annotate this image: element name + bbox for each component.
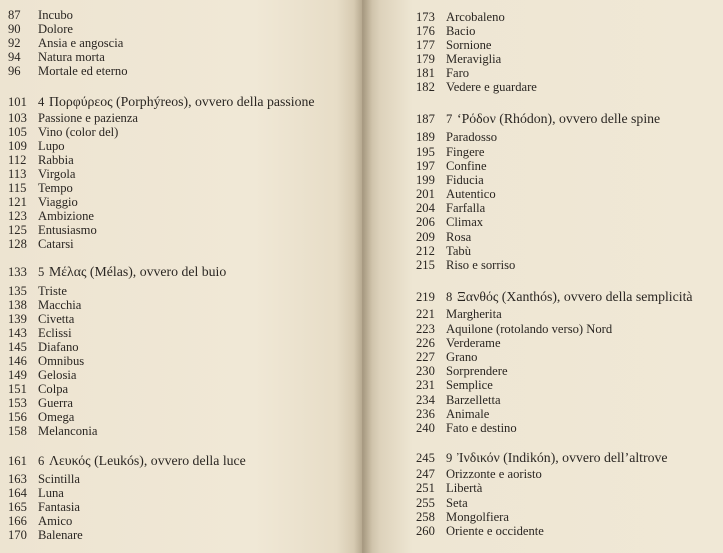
entry-title: Libertà — [446, 481, 483, 495]
page-number: 149 — [8, 368, 27, 382]
page-number: 151 — [8, 382, 27, 396]
entry-title: Amico — [38, 514, 73, 528]
page-number: 105 — [8, 125, 27, 139]
entry-title: Vedere e guardare — [446, 80, 537, 94]
entry-title: Entusiasmo — [38, 223, 97, 237]
page-number: 113 — [8, 167, 27, 181]
entry-title: Arcobaleno — [446, 10, 505, 24]
entry-title: Balenare — [38, 528, 83, 542]
page-number: 187 — [416, 112, 435, 126]
chapter-number: 7 — [446, 112, 453, 126]
page-number: 236 — [416, 407, 435, 421]
chapter-title: Μέλας (Mélas), ovvero del buio — [49, 264, 227, 279]
page-number: 231 — [416, 378, 435, 392]
entry-title: Incubo — [38, 8, 73, 22]
page-number: 145 — [8, 340, 27, 354]
page-number: 230 — [416, 364, 435, 378]
entry-title: Grano — [446, 350, 478, 364]
page-number: 245 — [416, 451, 435, 465]
entry-title: Aquilone (rotolando verso) Nord — [446, 322, 613, 336]
entry-title: Natura morta — [38, 50, 105, 64]
page-number: 177 — [416, 38, 435, 52]
page-number: 240 — [416, 421, 435, 435]
page-number: 260 — [416, 524, 435, 538]
page-number: 165 — [8, 500, 27, 514]
page-number: 139 — [8, 312, 27, 326]
entry-title: Virgola — [38, 167, 76, 181]
entry-title: Sornione — [446, 38, 492, 52]
page-number: 101 — [8, 95, 27, 109]
entry-title: Farfalla — [446, 201, 486, 215]
entry-title: Rosa — [446, 230, 472, 244]
page-number: 215 — [416, 258, 435, 272]
page-number: 219 — [416, 290, 435, 304]
chapter-title: Ἰνδικόν (Indikón), ovvero dell’altrove — [457, 450, 668, 465]
page-number: 115 — [8, 181, 27, 195]
page-number: 247 — [416, 467, 435, 481]
entry-title: Orizzonte e aoristo — [446, 467, 542, 481]
entry-title: Riso e sorriso — [446, 258, 516, 272]
page-number: 112 — [8, 153, 27, 167]
page-number: 189 — [416, 130, 435, 144]
page-number: 181 — [416, 66, 435, 80]
page-number: 96 — [8, 64, 21, 78]
entry-title: Gelosia — [38, 368, 77, 382]
entry-title: Rabbia — [38, 153, 74, 167]
entry-title: Omega — [38, 410, 75, 424]
page-number: 179 — [416, 52, 435, 66]
entry-title: Paradosso — [446, 130, 498, 144]
right-page — [362, 0, 723, 553]
page-number: 161 — [8, 454, 27, 468]
entry-title: Tempo — [38, 181, 73, 195]
right-toc — [416, 0, 716, 553]
entry-title: Meraviglia — [446, 52, 502, 66]
page-number: 164 — [8, 486, 27, 500]
entry-title: Colpa — [38, 382, 69, 396]
entry-title: Eclissi — [38, 326, 72, 340]
entry-title: Semplice — [446, 378, 493, 392]
entry-title: Fato e destino — [446, 421, 517, 435]
chapter-number: 9 — [446, 451, 453, 465]
chapter-number: 5 — [38, 265, 45, 279]
page-number: 92 — [8, 36, 21, 50]
page-number: 158 — [8, 424, 27, 438]
page-number: 258 — [416, 510, 435, 524]
page-number: 226 — [416, 336, 435, 350]
page-number: 166 — [8, 514, 27, 528]
entry-title: Macchia — [38, 298, 82, 312]
page-number: 182 — [416, 80, 435, 94]
page-number: 143 — [8, 326, 27, 340]
page-number: 212 — [416, 244, 435, 258]
book-gutter — [354, 0, 372, 553]
entry-title: Diafano — [38, 340, 79, 354]
entry-title: Vino (color del) — [38, 125, 119, 139]
entry-title: Ansia e angoscia — [38, 36, 124, 50]
page-number: 223 — [416, 322, 435, 336]
entry-title: Seta — [446, 496, 468, 510]
page-number: 128 — [8, 237, 27, 251]
page-number: 221 — [416, 307, 435, 321]
chapter-title: Πορφύρεος (Porphýreos), ovvero della passione — [49, 94, 315, 109]
entry-title: Animale — [446, 407, 490, 421]
entry-title: Viaggio — [38, 195, 78, 209]
chapter-title: Λευκός (Leukós), ovvero della luce — [49, 453, 246, 468]
page-number: 121 — [8, 195, 27, 209]
page-number: 87 — [8, 8, 21, 22]
page-number: 138 — [8, 298, 27, 312]
entry-title: Margherita — [446, 307, 502, 321]
page-number: 176 — [416, 24, 435, 38]
page-number: 255 — [416, 496, 435, 510]
entry-title: Melanconia — [38, 424, 98, 438]
left-toc — [8, 0, 358, 553]
entry-title: Ambizione — [38, 209, 94, 223]
entry-title: Verderame — [446, 336, 501, 350]
entry-title: Fantasia — [38, 500, 80, 514]
page-number: 201 — [416, 187, 435, 201]
entry-title: Guerra — [38, 396, 73, 410]
page-number: 103 — [8, 111, 27, 125]
page-number: 234 — [416, 393, 435, 407]
entry-title: Mongolfiera — [446, 510, 509, 524]
entry-title: Lupo — [38, 139, 65, 153]
page-number: 146 — [8, 354, 27, 368]
page-number: 197 — [416, 159, 435, 173]
page-number: 199 — [416, 173, 435, 187]
entry-title: Civetta — [38, 312, 75, 326]
chapter-number: 6 — [38, 454, 45, 468]
page-number: 163 — [8, 472, 27, 486]
page-number: 109 — [8, 139, 27, 153]
entry-title: Confine — [446, 159, 487, 173]
entry-title: Oriente e occidente — [446, 524, 544, 538]
page-number: 153 — [8, 396, 27, 410]
entry-title: Climax — [446, 215, 484, 229]
page-number: 206 — [416, 215, 435, 229]
entry-title: Catarsi — [38, 237, 74, 251]
entry-title: Omnibus — [38, 354, 85, 368]
entry-title: Triste — [38, 284, 67, 298]
entry-title: Autentico — [446, 187, 496, 201]
entry-title: Bacio — [446, 24, 476, 38]
page-number: 156 — [8, 410, 27, 424]
page-number: 170 — [8, 528, 27, 542]
page-number: 204 — [416, 201, 435, 215]
entry-title: Luna — [38, 486, 64, 500]
entry-title: Mortale ed eterno — [38, 64, 128, 78]
entry-title: Tabù — [446, 244, 471, 258]
page-number: 227 — [416, 350, 435, 364]
chapter-number: 4 — [38, 95, 45, 109]
entry-title: Fingere — [446, 145, 485, 159]
page-number: 209 — [416, 230, 435, 244]
entry-title: Passione e pazienza — [38, 111, 139, 125]
page-number: 173 — [416, 10, 435, 24]
chapter-title: Ξανθός (Xanthós), ovvero della semplicità — [457, 289, 693, 304]
page-number: 135 — [8, 284, 27, 298]
page-number: 125 — [8, 223, 27, 237]
page-number: 195 — [416, 145, 435, 159]
entry-title: Fiducia — [446, 173, 484, 187]
entry-title: Barzelletta — [446, 393, 501, 407]
chapter-title: ‘Ρόδον (Rhódon), ovvero delle spine — [457, 111, 661, 126]
page-number: 251 — [416, 481, 435, 495]
page-number: 90 — [8, 22, 21, 36]
entry-title: Dolore — [38, 22, 73, 36]
entry-title: Sorprendere — [446, 364, 508, 378]
entry-title: Faro — [446, 66, 470, 80]
page-number: 94 — [8, 50, 21, 64]
chapter-number: 8 — [446, 290, 453, 304]
page-number: 133 — [8, 265, 27, 279]
entry-title: Scintilla — [38, 472, 80, 486]
page-number: 123 — [8, 209, 27, 223]
